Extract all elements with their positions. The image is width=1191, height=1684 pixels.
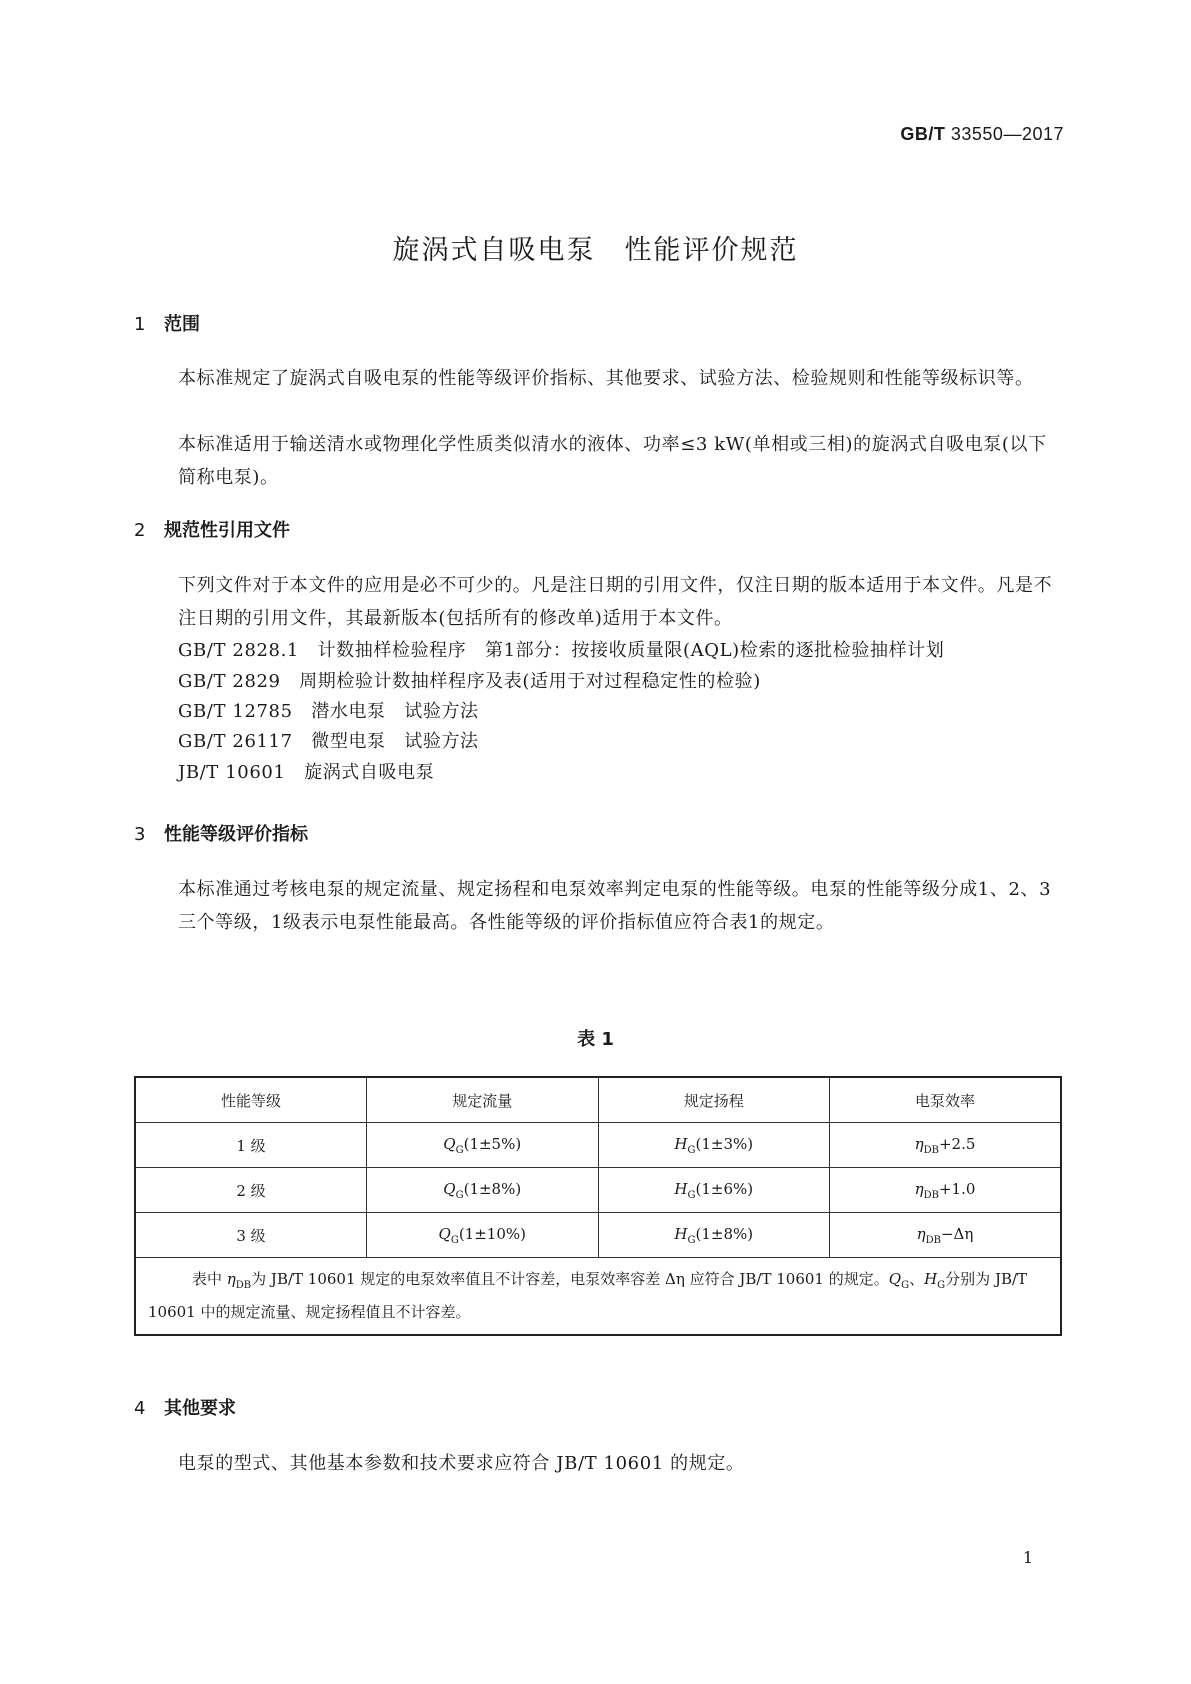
table-header-cell: 规定扬程 — [598, 1077, 830, 1123]
reference-item: GB/T 2828.1 计数抽样检验程序 第1部分：按接收质量限(AQL)检索的逐批检验抽样计划 — [178, 640, 945, 661]
table-header-cell: 电泵效率 — [830, 1077, 1062, 1123]
table-header-cell: 规定流量 — [367, 1077, 599, 1123]
grade-cell: 1 级 — [135, 1123, 367, 1168]
page-number: 1 — [1022, 1548, 1033, 1567]
section-4-heading: 4 其他要求 — [134, 1398, 236, 1419]
flow-cell: $Q_G(1\pm 10\%)$ — [367, 1213, 599, 1258]
section-3-heading: 3 性能等级评价指标 — [134, 824, 308, 845]
flow-cell: $Q_G(1\pm 8\%)$ — [367, 1168, 599, 1213]
table-note-row — [135, 1258, 1061, 1336]
document-title: 旋涡式自吸电泵 性能评价规范 — [392, 235, 799, 266]
head-cell: $H_G(1\pm 3\%)$ — [598, 1123, 830, 1168]
reference-item: GB/T 2829 周期检验计数抽样程序及表(适用于对过程稳定性的检验) — [178, 671, 761, 692]
table-header-row — [135, 1077, 1061, 1123]
head-cell: $H_G(1\pm 6\%)$ — [598, 1168, 830, 1213]
table-row — [135, 1213, 1061, 1258]
table-row — [135, 1168, 1061, 1213]
table-row — [135, 1123, 1061, 1168]
grade-cell: 3 级 — [135, 1213, 367, 1258]
head-cell: $H_G(1\pm 8\%)$ — [598, 1213, 830, 1258]
section-4-para-1: 电泵的型式、其他基本参数和技术要求应符合 JB/T 10601 的规定。 — [178, 1453, 745, 1474]
standard-code: GB/T 33550—2017 — [900, 124, 1064, 144]
table-caption: 表 1 — [577, 1029, 614, 1050]
section-2-para-1: 下列文件对于本文件的应用是必不可少的。凡是注日期的引用文件，仅注日期的版本适用于本文件。凡是不注日期的引用文件，其最新版本(包括所有的修改单)适用于本文件。 — [178, 575, 1053, 629]
efficiency-cell: $\eta_{DB}+2.5$ — [830, 1123, 1062, 1168]
section-1-para-1: 本标准规定了旋涡式自吸电泵的性能等级评价指标、其他要求、试验方法、检验规则和性能等级标识等。 — [178, 368, 1034, 389]
reference-item: JB/T 10601 旋涡式自吸电泵 — [178, 762, 435, 783]
section-1-heading: 1 范围 — [134, 314, 200, 335]
efficiency-cell: $\eta_{DB}+1.0$ — [830, 1168, 1062, 1213]
efficiency-cell: $\eta_{DB}-\Delta\eta$ — [830, 1213, 1062, 1258]
reference-item: GB/T 26117 微型电泵 试验方法 — [178, 731, 479, 752]
table-header-cell: 性能等级 — [135, 1077, 367, 1123]
section-2-heading: 2 规范性引用文件 — [134, 520, 290, 541]
section-3-para-1: 本标准通过考核电泵的规定流量、规定扬程和电泵效率判定电泵的性能等级。电泵的性能等级分成1、2、3三个等级，1级表示电泵性能最高。各性能等级的评价指标值应符合表1的规定。 — [178, 879, 1052, 933]
section-1-para-2: 本标准适用于输送清水或物理化学性质类似清水的液体、功率≤3 kW(单相或三相)的旋涡式自吸电泵(以下简称电泵)。 — [178, 434, 1047, 488]
grade-cell: 2 级 — [135, 1168, 367, 1213]
reference-item: GB/T 12785 潜水电泵 试验方法 — [178, 701, 479, 722]
table-note: 表中 $\eta_{DB}$为 JB/T 10601 规定的电泵效率值且不计容差，电泵效率容差 Δη 应符合 JB/T 10601 的规定。$Q_G$、$H_G$分别为 JB/T 10601 中的规定流量、规定扬程值且不计容差。 — [135, 1258, 1061, 1336]
flow-cell: $Q_G(1\pm 5\%)$ — [367, 1123, 599, 1168]
performance-grade-table — [134, 1076, 1062, 1336]
